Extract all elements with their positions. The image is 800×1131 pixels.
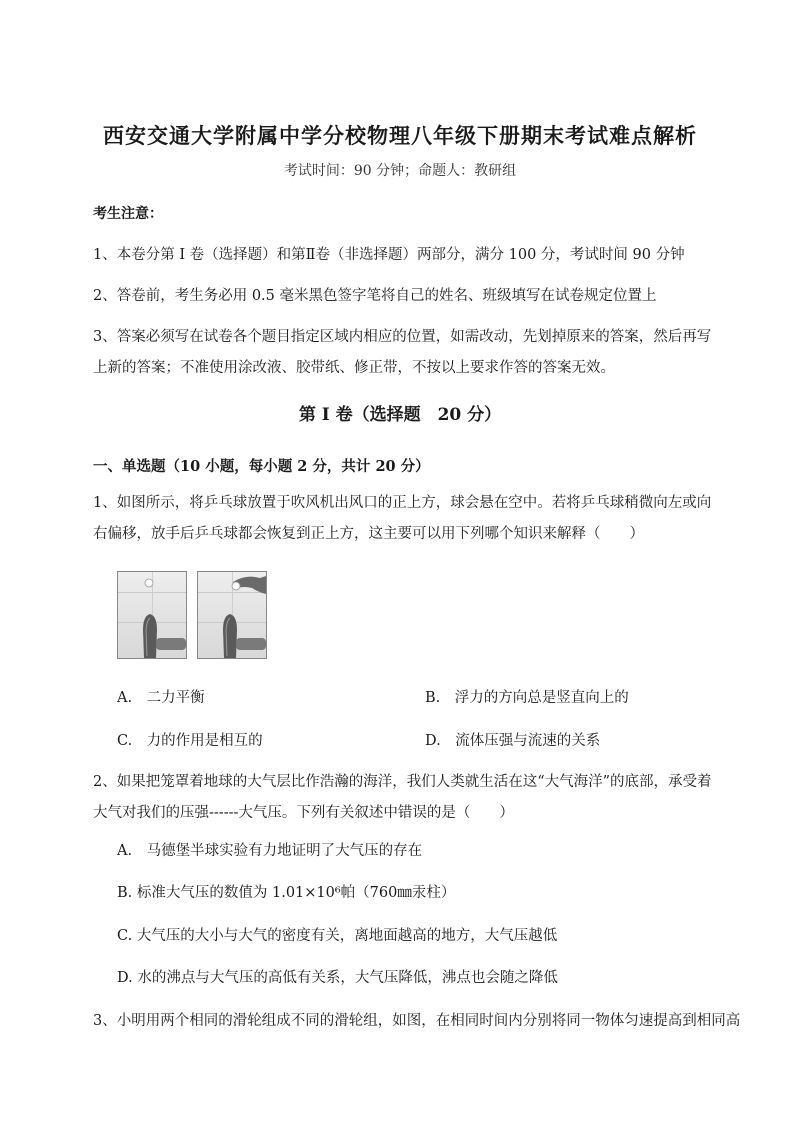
q1-option-d: D. 流体压强与流速的关系 [425, 733, 601, 749]
notice-item-1: 1、本卷分第 I 卷（选择题）和第Ⅱ卷（非选择题）两部分，满分 100 分，考试时间 90 分钟 [93, 247, 685, 263]
notice-item-3: 3、答案必须写在试卷各个题目指定区域内相应的位置，如需改动，先划掉原来的答案，然后再写上新的答案；不准使用涂改液、胶带纸、修正带，不按以上要求作答的答案无效。 [93, 329, 712, 376]
q2-option-c: C. 大气压的大小与大气的密度有关，离地面越高的地方，大气压越低 [117, 928, 558, 944]
section-heading: 一、单选题（10 小题，每小题 2 分，共计 20 分） [93, 458, 430, 475]
q1-option-c: C. 力的作用是相互的 [117, 733, 263, 749]
hairdryer-photo-1 [117, 571, 187, 659]
q2-option-a: A. 马德堡半球实验有力地证明了大气压的存在 [117, 843, 423, 859]
question-1-stem: 1、如图所示，将乒乓球放置于吹风机出风口的正上方，球会悬在空中。若将乒乓球稍微向左或向右偏移，放手后乒乓球都会恢复到正上方，这主要可以用下列哪个知识来解释（ ） [93, 495, 712, 542]
page-title: 西安交通大学附属中学分校物理八年级下册期末考试难点解析 [103, 123, 697, 148]
hairdryer-photo-2 [197, 571, 267, 659]
hairdryer-ball-figure [118, 572, 186, 658]
q1-option-b: B. 浮力的方向总是竖直向上的 [425, 690, 629, 706]
notice-heading: 考生注意： [93, 206, 163, 222]
q2-option-d: D. 水的沸点与大气压的高低有关系，大气压降低，沸点也会随之降低 [117, 970, 558, 986]
exam-meta: 考试时间：90 分钟；命题人：教研组 [283, 163, 517, 179]
question-3-stem: 3、小明用两个相同的滑轮组成不同的滑轮组，如图，在相同时间内分别将同一物体匀速提高到相同高 [93, 1013, 741, 1029]
question-2-stem: 2、如果把笼罩着地球的大气层比作浩瀚的海洋，我们人类就生活在这“大气海洋”的底部，承受着大气对我们的压强------大气压。下列有关叙述中错误的是（ ） [93, 774, 712, 821]
q1-option-a: A. 二力平衡 [117, 690, 205, 706]
section-title: 第 I 卷（选择题 20 分） [298, 405, 502, 425]
hand-ball-figure [198, 572, 266, 658]
q2-option-b: B. 标准大气压的数值为 1.01×10⁶帕（760㎜汞柱） [117, 885, 456, 901]
notice-item-2: 2、答卷前，考生务必用 0.5 毫米黑色签字笔将自己的姓名、班级填写在试卷规定位置上 [93, 288, 657, 304]
